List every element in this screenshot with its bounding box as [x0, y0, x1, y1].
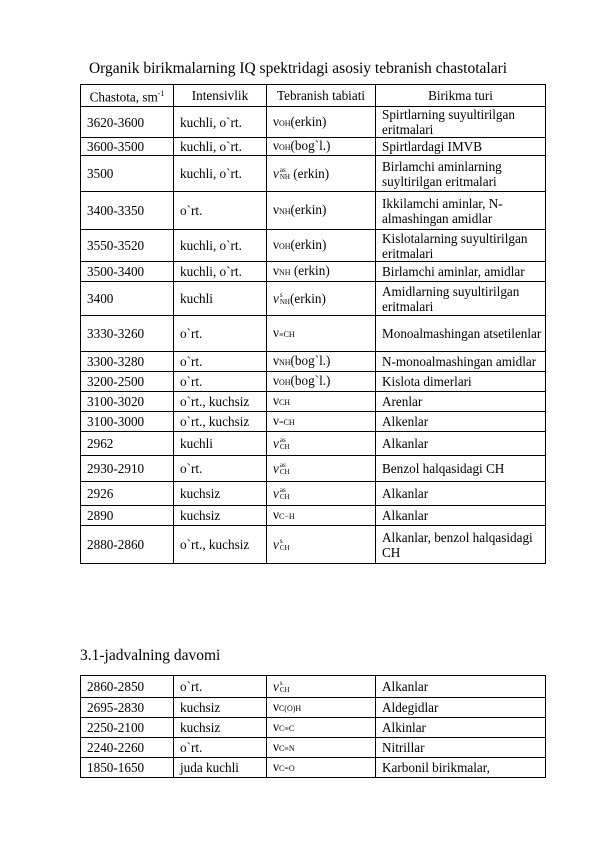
table-continuation-caption: 3.1-jadvalning davomi — [80, 647, 221, 664]
vibration-superscript: as — [279, 166, 286, 175]
cell-compound-type: Alkenlar — [376, 412, 546, 432]
cell-intensity: kuchli — [174, 432, 267, 456]
nu-symbol: ν — [273, 507, 279, 522]
cell-compound-type: Alkanlar — [376, 506, 546, 526]
vibration-subscript: C=O — [278, 764, 295, 773]
vibration-state: (bog`l.) — [290, 353, 331, 368]
table-row — [81, 676, 546, 698]
table-row — [81, 738, 546, 758]
cell-intensity: o`rt. — [174, 372, 267, 392]
vibration-subscript: NH — [279, 173, 290, 182]
cell-frequency: 2930-2910 — [81, 456, 174, 482]
cell-vibration — [267, 456, 376, 482]
table-row — [81, 282, 546, 316]
cell-vibration — [267, 432, 376, 456]
ir-frequency-table-continued — [80, 675, 546, 778]
cell-intensity: o`rt., kuchsiz — [174, 526, 267, 564]
nu-symbol: ν — [273, 536, 279, 552]
cell-vibration — [267, 352, 376, 372]
nu-symbol: ν — [273, 739, 279, 754]
cell-intensity: juda kuchli — [174, 758, 267, 778]
cell-frequency: 3400 — [81, 282, 174, 316]
cell-vibration — [267, 526, 376, 564]
cell-intensity: kuchli, o`rt. — [174, 138, 267, 156]
nu-symbol: ν — [273, 237, 279, 252]
cell-compound-type: Kislotalarning suyultirilgan eritmalari — [376, 230, 546, 262]
cell-frequency: 3620-3600 — [81, 107, 174, 138]
cell-vibration — [267, 758, 376, 778]
nu-symbol: ν — [273, 485, 279, 501]
nu-symbol: ν — [273, 460, 279, 476]
cell-compound-type: Benzol halqasidagi CH — [376, 456, 546, 482]
vibration-state: (bog`l.) — [290, 138, 331, 153]
nu-symbol: ν — [273, 202, 279, 217]
vibration-subscript: =CH — [278, 418, 295, 427]
cell-compound-type: N-monoalmashingan amidlar — [376, 352, 546, 372]
cell-compound-type: Alkanlar, benzol halqasidagi CH — [376, 526, 546, 564]
vibration-state: (erkin) — [289, 290, 326, 306]
vibration-superscript: s — [279, 679, 283, 688]
cell-frequency: 2880-2860 — [81, 526, 174, 564]
cell-frequency: 3500 — [81, 156, 174, 192]
vibration-subscript: CH — [279, 468, 290, 477]
cell-intensity: kuchsiz — [174, 506, 267, 526]
cell-compound-type: Alkinlar — [376, 718, 546, 738]
vibration-subscript: NH — [278, 358, 291, 367]
cell-intensity: o`rt. — [174, 738, 267, 758]
table-row — [81, 506, 546, 526]
vibration-state: (erkin) — [289, 165, 330, 181]
cell-compound-type: Birlamchi aminlar, amidlar — [376, 262, 546, 282]
cell-compound-type: Alkanlar — [376, 676, 546, 698]
cell-frequency: 3100-3020 — [81, 392, 174, 412]
cell-intensity: kuchli, o`rt. — [174, 230, 267, 262]
cell-vibration — [267, 482, 376, 506]
cell-frequency: 3550-3520 — [81, 230, 174, 262]
cell-frequency: 2962 — [81, 432, 174, 456]
nu-symbol: ν — [273, 373, 279, 388]
cell-vibration — [267, 676, 376, 698]
cell-frequency: 2890 — [81, 506, 174, 526]
cell-vibration — [267, 718, 376, 738]
page-title: Organik birikmalarning IQ spektridagi asosiy tebranish chastotalari — [88, 60, 508, 77]
cell-vibration — [267, 412, 376, 432]
cell-intensity: o`rt., kuchsiz — [174, 412, 267, 432]
table-row — [81, 138, 546, 156]
vibration-subscript: OH — [278, 242, 291, 251]
cell-vibration — [267, 107, 376, 138]
cell-frequency: 3600-3500 — [81, 138, 174, 156]
cell-intensity: kuchsiz — [174, 718, 267, 738]
vibration-subscript: ≡CH — [278, 330, 295, 339]
nu-symbol: ν — [273, 353, 279, 368]
cell-frequency: 2240-2260 — [81, 738, 174, 758]
table-row — [81, 412, 546, 432]
nu-symbol: ν — [273, 759, 279, 774]
cell-vibration — [267, 156, 376, 192]
nu-symbol: ν — [273, 678, 279, 694]
cell-vibration — [267, 372, 376, 392]
nu-symbol: ν — [273, 113, 279, 129]
table-header-row — [81, 85, 546, 107]
cell-compound-type: Aldegidlar — [376, 698, 546, 718]
cell-frequency: 3330-3260 — [81, 316, 174, 352]
table-row — [81, 372, 546, 392]
cell-frequency: 2860-2850 — [81, 676, 174, 698]
cell-intensity: kuchli, o`rt. — [174, 156, 267, 192]
vibration-state: (bog`l.) — [290, 373, 331, 388]
nu-symbol: ν — [273, 719, 279, 734]
vibration-subscript: OH — [278, 118, 291, 128]
cell-vibration — [267, 506, 376, 526]
cell-frequency: 3100-3000 — [81, 412, 174, 432]
table-row — [81, 107, 546, 138]
cell-compound-type: Ikkilamchi aminlar, N-almashingan amidlar — [376, 192, 546, 230]
nu-symbol: ν — [273, 290, 279, 306]
cell-vibration — [267, 138, 376, 156]
table-row — [81, 262, 546, 282]
cell-compound-type: Alkanlar — [376, 482, 546, 506]
table-row — [81, 526, 546, 564]
vibration-subscript: C−H — [278, 512, 295, 521]
vibration-state: (erkin) — [290, 202, 327, 217]
table-row — [81, 156, 546, 192]
cell-compound-type: Amidlarning suyultirilgan eritmalari — [376, 282, 546, 316]
vibration-subscript: CH — [279, 544, 290, 553]
vibration-subscript: C≡N — [278, 744, 295, 753]
nu-symbol: ν — [273, 165, 279, 181]
nu-symbol: ν — [273, 413, 279, 428]
cell-vibration — [267, 738, 376, 758]
table-row — [81, 352, 546, 372]
nu-symbol: ν — [273, 138, 279, 153]
cell-compound-type: Arenlar — [376, 392, 546, 412]
vibration-subscript: C≡C — [278, 724, 295, 733]
cell-vibration — [267, 192, 376, 230]
vibration-subscript: OH — [278, 378, 291, 387]
ir-frequency-table — [80, 84, 546, 564]
cell-compound-type: Spirtlardagi IMVB — [376, 138, 546, 156]
vibration-subscript: CH — [279, 493, 290, 502]
vibration-state: (erkin) — [290, 237, 327, 252]
cell-frequency: 3300-3280 — [81, 352, 174, 372]
vibration-subscript: CH — [278, 398, 291, 407]
vibration-state: (erkin) — [290, 113, 327, 129]
nu-symbol: ν — [273, 393, 279, 408]
vibration-superscript: as — [279, 486, 286, 495]
table-row — [81, 392, 546, 412]
cell-intensity: kuchli, o`rt. — [174, 262, 267, 282]
vibration-superscript: s — [279, 291, 283, 300]
table-row — [81, 230, 546, 262]
vibration-subscript: CH — [279, 443, 290, 452]
cell-frequency: 2250-2100 — [81, 718, 174, 738]
cell-intensity: o`rt. — [174, 676, 267, 698]
cell-vibration — [267, 230, 376, 262]
table-row — [81, 432, 546, 456]
table-row — [81, 698, 546, 718]
cell-frequency: 2695-2830 — [81, 698, 174, 718]
cell-compound-type: Nitrillar — [376, 738, 546, 758]
vibration-superscript: s — [279, 537, 283, 546]
cell-intensity: o`rt., kuchsiz — [174, 392, 267, 412]
cell-frequency: 3500-3400 — [81, 262, 174, 282]
cell-intensity: kuchli, o`rt. — [174, 107, 267, 138]
cell-intensity: o`rt. — [174, 316, 267, 352]
cell-intensity: kuchsiz — [174, 698, 267, 718]
table-row — [81, 456, 546, 482]
vibration-superscript: as — [279, 436, 286, 445]
cell-frequency: 3200-2500 — [81, 372, 174, 392]
cell-compound-type: Spirtlarning suyultirilgan eritmalari — [376, 107, 546, 138]
cell-compound-type: Kislota dimerlari — [376, 372, 546, 392]
table-row — [81, 482, 546, 506]
header-frequency: Chastota, $sm^{-1}$ — [81, 85, 174, 107]
cell-compound-type: Karbonil birikmalar, — [376, 758, 546, 778]
nu-symbol: ν — [273, 263, 279, 278]
vibration-subscript: NH — [278, 268, 291, 277]
nu-symbol: ν — [273, 699, 279, 714]
header-compound-type: Birikma turi — [376, 85, 546, 107]
cell-intensity: o`rt. — [174, 352, 267, 372]
table-row — [81, 192, 546, 230]
vibration-subscript: OH — [278, 143, 291, 152]
cell-vibration — [267, 392, 376, 412]
cell-intensity: kuchli — [174, 282, 267, 316]
cell-vibration — [267, 282, 376, 316]
nu-symbol: ν — [273, 435, 279, 451]
cell-vibration — [267, 262, 376, 282]
table-row — [81, 718, 546, 738]
cell-compound-type: Monoalmashingan atsetilenlar — [376, 316, 546, 352]
vibration-subscript: C(O)H — [278, 704, 302, 713]
cell-intensity: o`rt. — [174, 456, 267, 482]
cell-frequency: 2926 — [81, 482, 174, 506]
table-row — [81, 758, 546, 778]
cell-frequency: 1850-1650 — [81, 758, 174, 778]
cell-frequency: 3400-3350 — [81, 192, 174, 230]
vibration-superscript: as — [279, 461, 286, 470]
cell-vibration — [267, 698, 376, 718]
cell-compound-type: Alkanlar — [376, 432, 546, 456]
cell-intensity: kuchsiz — [174, 482, 267, 506]
table-row — [81, 316, 546, 352]
vibration-subscript: NH — [278, 207, 291, 216]
vibration-subscript: NH — [279, 298, 290, 307]
header-vibration: Tebranish tabiati — [267, 85, 376, 107]
cell-compound-type: Birlamchi aminlarning suyltirilgan eritmalari — [376, 156, 546, 192]
nu-symbol: ν — [273, 325, 279, 340]
cell-intensity: o`rt. — [174, 192, 267, 230]
vibration-state: (erkin) — [290, 263, 330, 278]
vibration-subscript: CH — [279, 686, 290, 695]
cell-vibration — [267, 316, 376, 352]
header-intensity: Intensivlik — [174, 85, 267, 107]
